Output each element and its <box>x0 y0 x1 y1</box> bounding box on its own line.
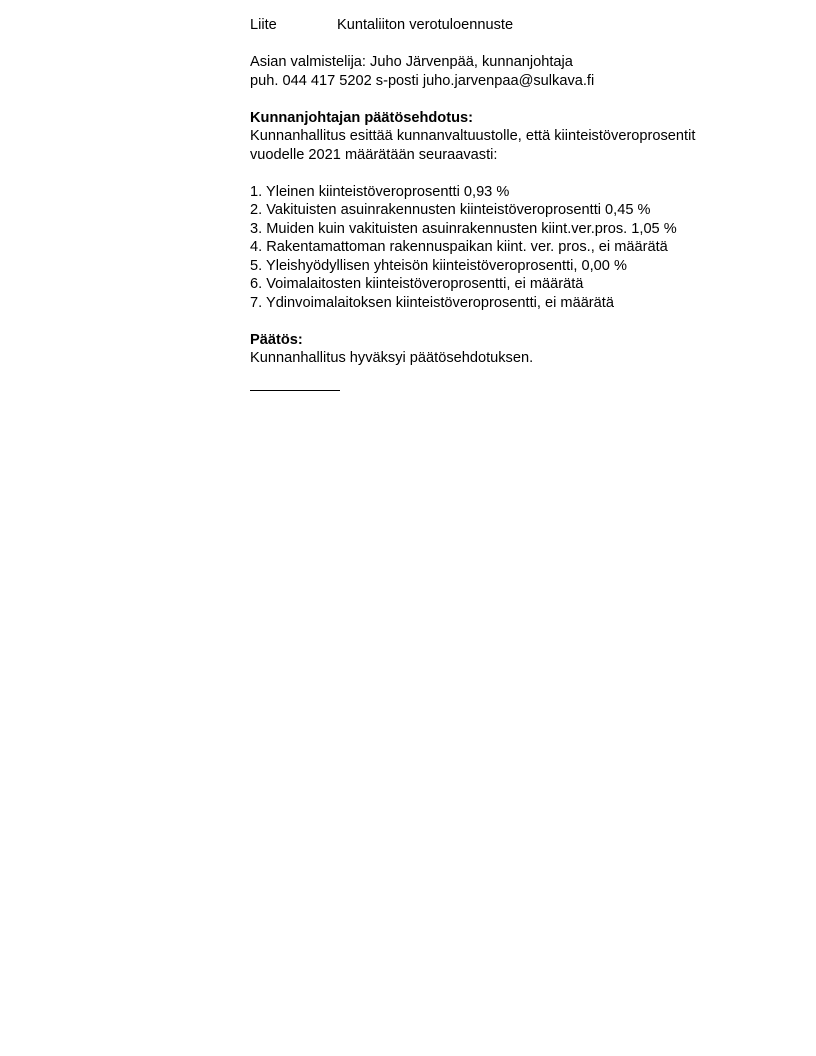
list-item: 4. Rakentamattoman rakennuspaikan kiint. ver. pros., ei määrätä <box>250 239 668 255</box>
contact-line: puh. 044 417 5202 s-posti juho.jarvenpaa@sulkava.fi <box>250 72 595 89</box>
spacer <box>250 90 790 109</box>
list-item: 3. Muiden kuin vakituisten asuinrakennusten kiint.ver.pros. 1,05 % <box>250 220 677 237</box>
list-item: 5. Yleishyödyllisen yhteisön kiinteistöveroprosentti, 0,00 % <box>250 257 627 274</box>
proposal-text-line-2: vuodelle 2021 määrätään seuraavasti: <box>250 146 498 163</box>
spacer <box>250 312 790 331</box>
signature-rule <box>250 390 340 391</box>
proposal-text-line-1: Kunnanhallitus esittää kunnanvaltuustolle, että kiinteistöveroprosentit <box>250 128 696 144</box>
decision-text: Kunnanhallitus hyväksyi päätösehdotuksen. <box>250 350 534 366</box>
decision-heading: Päätös: <box>250 331 303 348</box>
spacer <box>250 164 790 183</box>
list-item: 6. Voimalaitosten kiinteistöveroprosentti, ei määrätä <box>250 276 584 292</box>
spacer <box>250 368 790 387</box>
list-item: 7. Ydinvoimalaitoksen kiinteistöveroprosentti, ei määrätä <box>250 294 614 311</box>
attachment-title: Kuntaliiton verotuloennuste <box>337 17 514 33</box>
header-row <box>250 16 790 35</box>
spacer <box>250 35 790 54</box>
attachment-label: Liite <box>250 17 277 33</box>
document-page <box>250 16 790 391</box>
list-item: 1. Yleinen kiinteistöveroprosentti 0,93 % <box>250 183 510 200</box>
proposal-list <box>250 183 790 313</box>
list-item: 2. Vakituisten asuinrakennusten kiinteistöveroprosentti 0,45 % <box>250 202 651 218</box>
proposal-heading: Kunnanjohtajan päätösehdotus: <box>250 109 473 126</box>
preparer-line: Asian valmistelija: Juho Järvenpää, kunnanjohtaja <box>250 54 573 70</box>
